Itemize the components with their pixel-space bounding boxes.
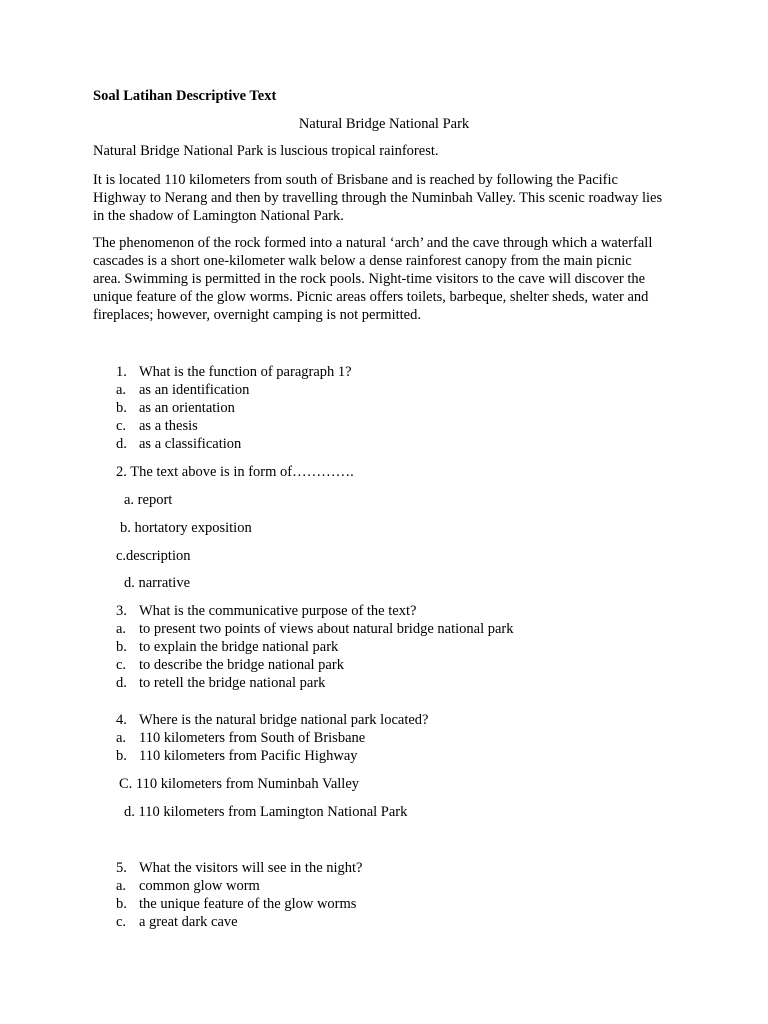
q4-option-c: C. 110 kilometers from Numinbah Valley — [119, 776, 360, 792]
q4-option-b: 110 kilometers from Pacific Highway — [139, 748, 358, 764]
q1-option-marker: d. — [116, 436, 127, 452]
q5-number: 5. — [116, 860, 127, 876]
q3-option-a: to present two points of views about natural bridge national park — [139, 621, 514, 637]
q3-option-d: to retell the bridge national park — [139, 675, 326, 691]
paragraph-2: It is located 110 kilometers from south of Brisbane and is reached by following the Pacific Highway to Nerang and then by travelling through the Numinbah Valley. This scenic roadway lies in the shadow of Lamington National Park. — [93, 172, 663, 224]
q3-number: 3. — [116, 603, 127, 619]
paragraph-3: The phenomenon of the rock formed into a natural ‘arch’ and the cave through which a waterfall cascades is a short one-kilometer walk below a dense rainforest canopy from the main picnic area. Swimming is permitted in the rock pools. Night-time visitors to the cave will discover the unique feature of the glow worms. Picnic areas offers toilets, barbeque, shelter sheds, water and fireplaces; however, overnight camping is not permitted. — [93, 235, 653, 323]
q3-option-marker: b. — [116, 639, 127, 655]
q5-option-marker: c. — [116, 914, 127, 930]
q4-number: 4. — [116, 712, 127, 728]
q3-option-marker: c. — [116, 657, 127, 673]
q1-option-a: as an identification — [139, 382, 250, 398]
q5-option-marker: b. — [116, 896, 127, 912]
q2-option-a: a. report — [124, 492, 173, 508]
q5-option-b: the unique feature of the glow worms — [139, 896, 357, 912]
q5-option-marker: a. — [116, 878, 127, 894]
q4-option-d: d. 110 kilometers from Lamington National Park — [124, 804, 408, 820]
q4-option-marker: b. — [116, 748, 127, 764]
q1-option-d: as a classification — [139, 436, 242, 452]
q1-option-marker: b. — [116, 400, 127, 416]
q4-option-a: 110 kilometers from South of Brisbane — [139, 730, 366, 746]
q1-option-marker: a. — [116, 382, 127, 398]
text-subtitle: Natural Bridge National Park — [298, 116, 470, 132]
q3-question: What is the communicative purpose of the text? — [139, 603, 417, 619]
q5-option-c: a great dark cave — [139, 914, 238, 930]
q3-option-marker: d. — [116, 675, 127, 691]
q4-option-marker: a. — [116, 730, 127, 746]
q3-option-c: to describe the bridge national park — [139, 657, 344, 673]
q1-option-b: as an orientation — [139, 400, 235, 416]
document-title: Soal Latihan Descriptive Text — [93, 88, 277, 104]
q2-option-c: c.description — [116, 548, 191, 564]
q2-option-b: b. hortatory exposition — [120, 520, 252, 536]
q1-option-c: as a thesis — [139, 418, 198, 434]
q3-option-marker: a. — [116, 621, 127, 637]
paragraph-1: Natural Bridge National Park is luscious tropical rainforest. — [93, 143, 439, 159]
q3-option-b: to explain the bridge national park — [139, 639, 339, 655]
q2-question: 2. The text above is in form of…………. — [116, 464, 354, 480]
q2-option-d: d. narrative — [124, 575, 191, 591]
q1-option-marker: c. — [116, 418, 127, 434]
q1-number: 1. — [116, 364, 127, 380]
q1-question: What is the function of paragraph 1? — [139, 364, 352, 380]
q5-question: What the visitors will see in the night? — [139, 860, 363, 876]
q5-option-a: common glow worm — [139, 878, 260, 894]
q4-question: Where is the natural bridge national park located? — [139, 712, 429, 728]
